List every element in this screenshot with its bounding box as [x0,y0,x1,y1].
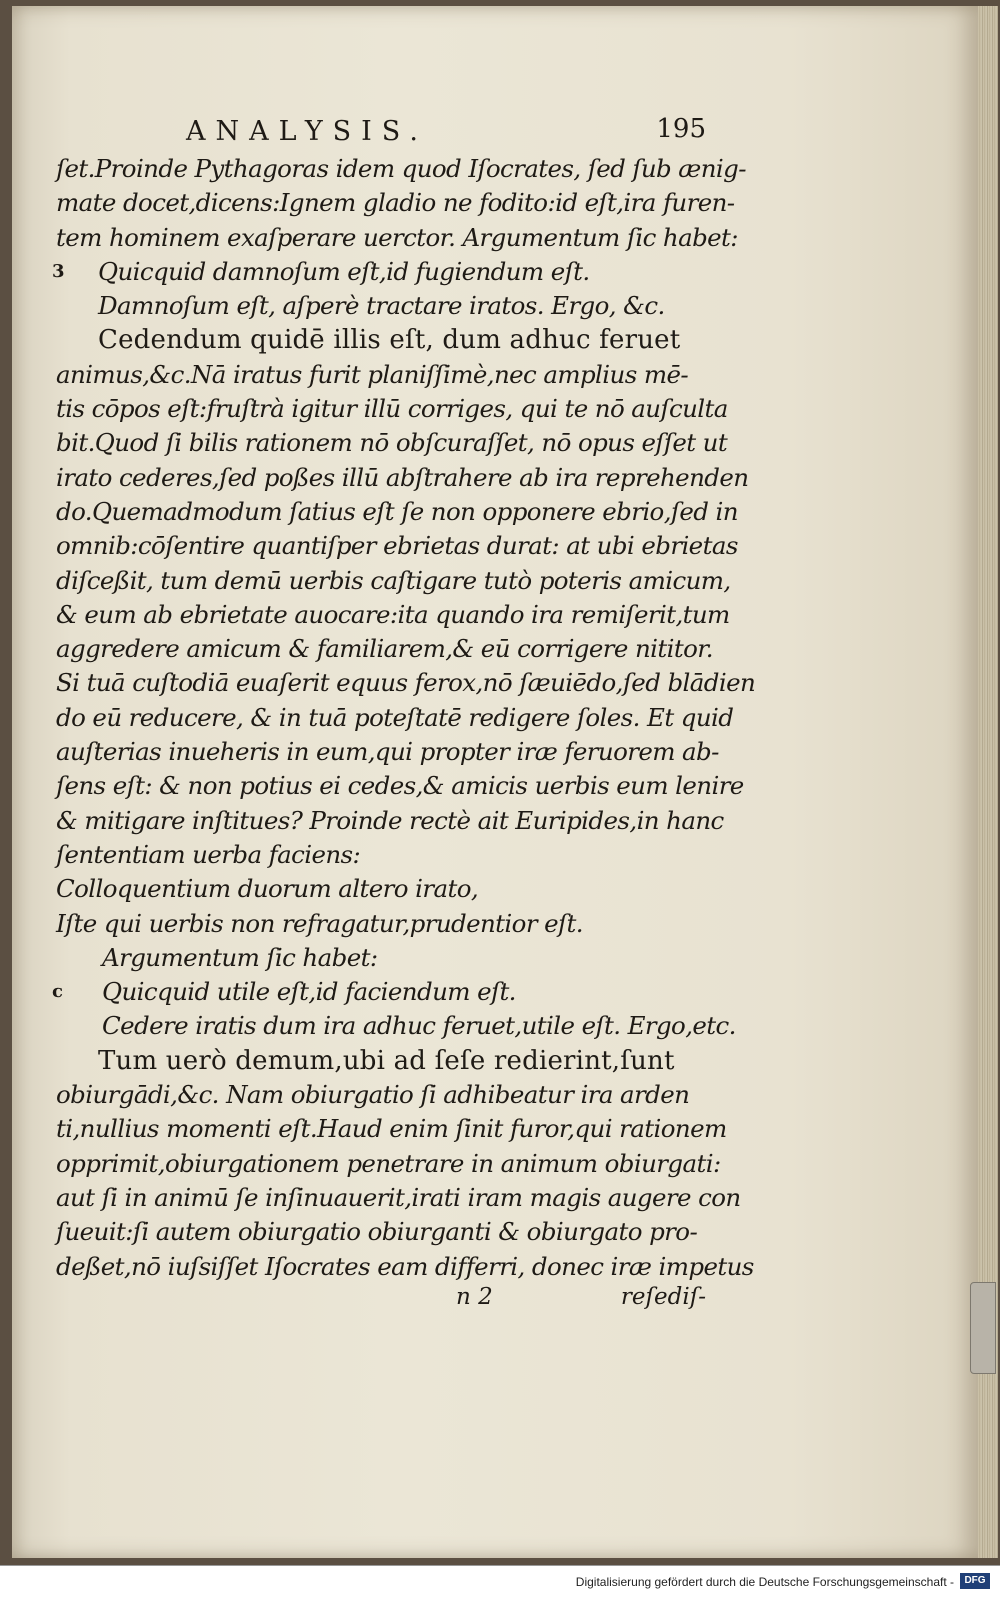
margin-mark: 3 [52,260,64,282]
text-line: deßet,nō iuſsiſſet Iſocrates eam differri, donec iræ impetus [56,1251,754,1281]
text-line: omnib:cōſentire quantiſper ebrietas durat: at ubi ebrietas [56,531,738,561]
page-text-block [52,112,756,1324]
credit-bar [0,1565,1000,1598]
signature-mark: n 2 [456,1283,493,1310]
text-line: opprimit,obiurgationem penetrare in animum obiurgati: [56,1148,721,1178]
text-line: tis cōpos eſt:fruſtrà igitur illū corriges, qui te nō auſculta [56,394,728,424]
text-line-content: Quicquid utile eſt,id faciendum eſt. [102,977,516,1007]
bookmark-clip [970,1282,996,1374]
text-line [52,255,706,289]
running-title: ANALYSIS. [186,116,428,147]
text-line: Si tuā cuſtodiā euaſerit equus ferox,nō ſæuiēdo,ſed blādien [56,668,756,698]
text-line: & eum ab ebrietate auocare:ita quando ira remiſerit,tum [56,599,730,629]
text-line: Damnoſum eſt, aſperè tractare iratos. Ergo, &c. [98,291,665,321]
page-number: 195 [656,114,706,144]
text-line: tem hominem exaſperare uerctor. Argumentum ſic habet: [56,222,738,252]
text-line: ti,nullius momenti eſt.Haud enim ſinit furor,qui rationem [56,1114,727,1144]
text-line: animus,&c.Nā iratus furit planiſſimè,nec amplius mē- [56,359,689,389]
text-line: & mitigare inſtitues? Proinde rectè ait Euripides,in hanc [56,805,724,835]
text-line: bit.Quod ſi bilis rationem nō obſcuraſſet, nō opus eſſet ut [56,428,728,458]
text-line: ſueuit:ſi autem obiurgatio obiurganti & obiurgato pro- [56,1217,698,1247]
text-line: aggredere amicum & familiarem,& eū corrigere nititor. [56,634,713,664]
catchword: reſediſ- [620,1283,706,1310]
text-line: ſens eſt: & non potius ei cedes,& amicis uerbis eum lenire [56,771,744,801]
verse-line: Colloquentium duorum altero irato, [56,874,479,904]
page-footer [56,1284,706,1324]
text-line: diſceßit, tum demū uerbis caſtigare tutò poteris amicum, [56,565,731,595]
text-line: Cedendum quidē illis eſt, dum adhuc feruet [98,325,681,356]
text-line: irato cederes,ſed poßes illū abſtrahere ab ira reprehenden [56,462,749,492]
text-line: auſterias inueheris in eum,qui propter iræ feruorem ab- [56,737,719,767]
credit-text: Digitalisierung gefördert durch die Deutsche Forschungsgemeinschaft - [575,1575,954,1589]
text-line: do eū reducere, & in tuā poteſtatē redigere ſoles. Et quid [56,702,734,732]
text-line: Tum uerò demum,ubi ad ſeſe redierint,ſunt [98,1045,675,1076]
verse-line: Iſte qui uerbis non refragatur,prudentior eſt. [56,908,583,938]
text-line: obiurgādi,&c. Nam obiurgatio ſi adhibeatur ira arden [56,1080,690,1110]
text-line: ſet.Proinde Pythagoras idem quod Iſocrates, ſed ſub ænig- [56,154,746,183]
text-line: Cedere iratis dum ira adhuc feruet,utile eſt. Ergo,etc. [102,1011,736,1041]
dfg-logo-icon: DFG [960,1573,990,1589]
text-line: do.Quemadmodum ſatius eſt ſe non opponere ebrio,ſed in [56,496,738,526]
text-line: Argumentum ſic habet: [102,942,378,972]
text-line [52,975,706,1009]
text-line: aut ſi in animū ſe inſinuauerit,irati iram magis augere con [56,1182,741,1212]
text-line: mate docet,dicens:Ignem gladio ne fodito:id eſt,ira furen- [56,188,735,218]
margin-mark: c [52,981,63,1003]
page-header [26,112,706,152]
text-line-content: Quicquid damnoſum eſt,id fugiendum eſt. [98,256,590,286]
text-line: ſententiam uerba faciens: [56,839,361,869]
